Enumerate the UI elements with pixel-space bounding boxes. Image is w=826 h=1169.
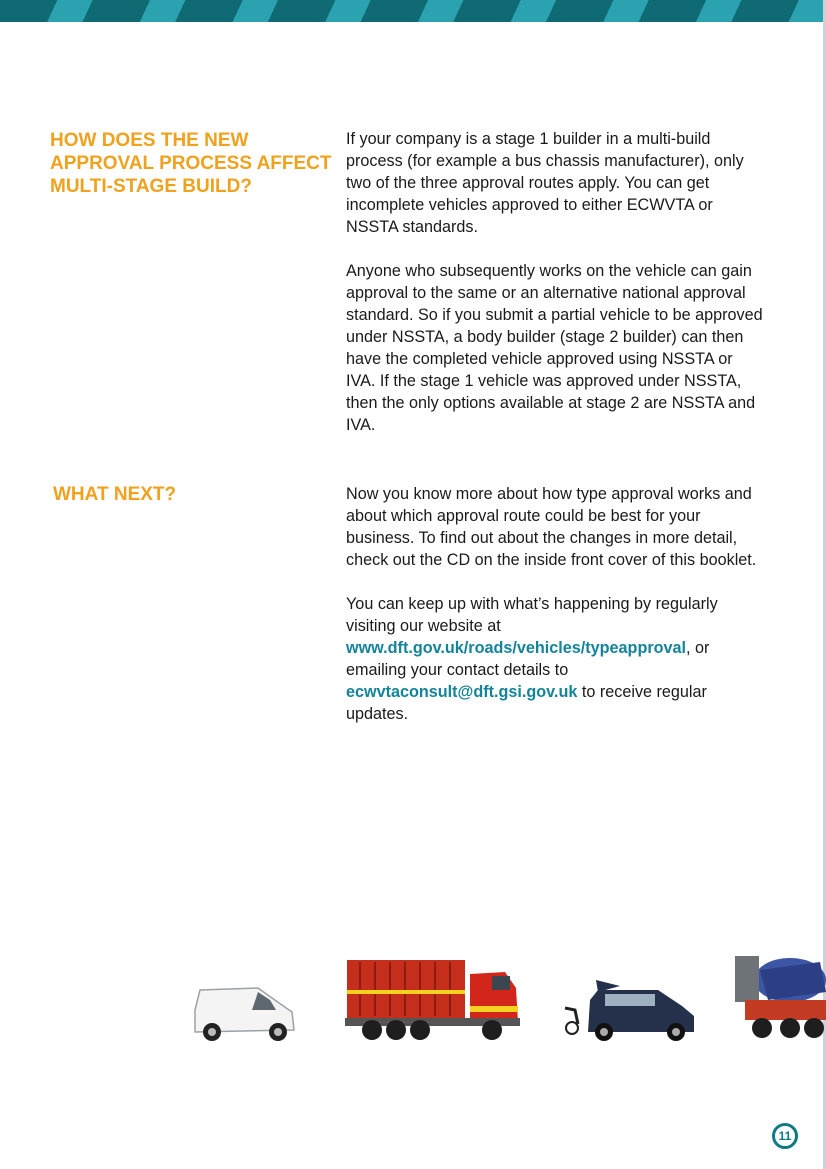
section-body-multi-stage (346, 128, 766, 458)
heading-line: APPROVAL PROCESS AFFECT (50, 153, 332, 174)
text-span: to receive regular updates. (346, 683, 707, 723)
website-link[interactable]: www.dft.gov.uk/roads/vehicles/typeapproval (346, 639, 687, 657)
top-decorative-band (0, 0, 826, 22)
paragraph: Now you know more about how type approval works and about which approval route could be best for your business. To find out about the changes in more detail, check out the CD on the inside front cover of this booklet. (346, 485, 757, 569)
text-span: , or emailing your contact details to (346, 639, 710, 679)
heading-line: MULTI-STAGE BUILD? (50, 176, 252, 197)
section-heading-multi-stage (50, 129, 350, 198)
heading-line: HOW DOES THE NEW (50, 130, 249, 151)
text-span: You can keep up with what’s happening by regularly visiting our website at (346, 595, 718, 635)
section-body-what-next (346, 483, 766, 747)
paragraph: Anyone who subsequently works on the vehicle can gain approval to the same or an alternative national approval standard. So if you submit a partial vehicle to be approved under NSSTA, a body builder (stage 2 builder) can then have the completed vehicle approved using NSSTA or IVA. If the stage 1 vehicle was approved under NSSTA, then the only options available at stage 2 are NSSTA and IVA. (346, 262, 763, 434)
paragraph (346, 593, 766, 725)
cement-mixer-icon (735, 956, 826, 1038)
section-heading-what-next: WHAT NEXT? (53, 484, 177, 505)
fire-truck-icon (345, 960, 520, 1040)
wheelchair-car-icon (565, 980, 694, 1041)
email-link[interactable]: ecwvtaconsult@dft.gsi.gov.uk (346, 683, 578, 701)
paragraph: If your company is a stage 1 builder in a multi-build process (for example a bus chassis manufacturer), only two of the three approval routes apply. You can get incomplete vehicles approved to either ECWVTA or NSSTA standards. (346, 130, 744, 236)
van-icon (195, 988, 294, 1041)
vehicle-illustrations (0, 950, 826, 1050)
page-number: 11 (772, 1123, 798, 1149)
